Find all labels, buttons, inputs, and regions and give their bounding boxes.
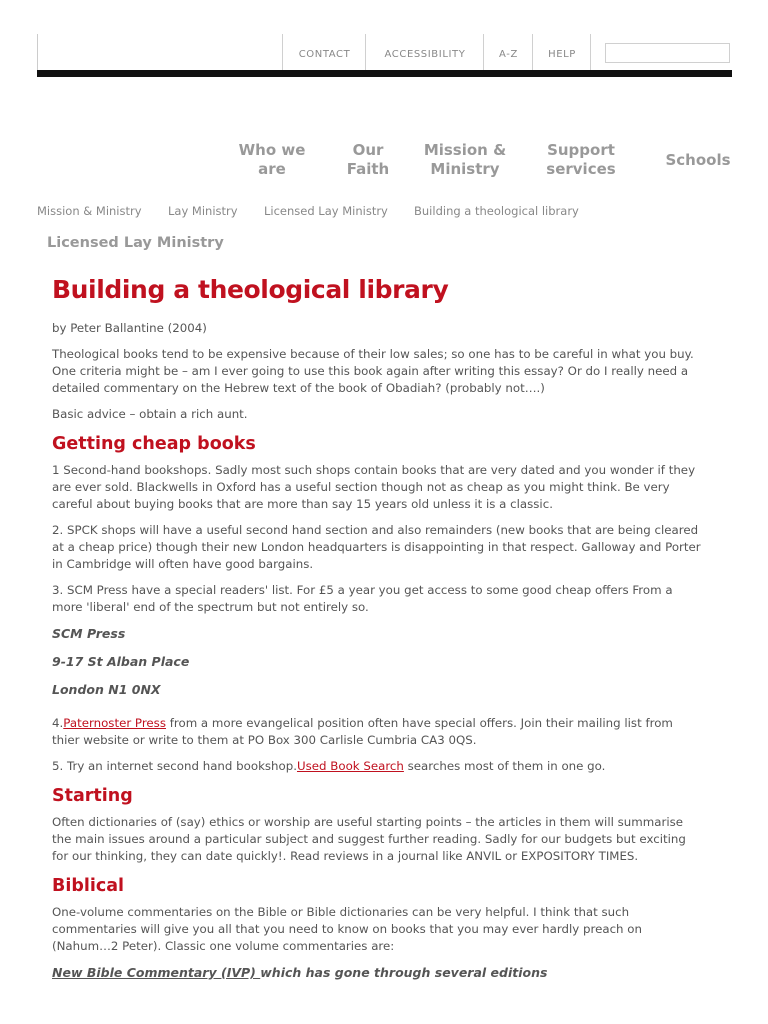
address-line: SCM Press: [52, 626, 126, 641]
paragraph-spck: 2. SPCK shops will have a useful second hand section and also remainders (new books that are being cleared at a cheap price) though their new London headquarters is disappointing in that respect. Galloway and Porter in Cambridge will often have good bargains.: [52, 523, 701, 571]
commentary-note: which has gone through several editions: [260, 965, 548, 980]
help-link[interactable]: HELP: [532, 34, 591, 70]
nav-support-services[interactable]: Support services: [546, 141, 616, 178]
nav-schools[interactable]: Schools: [665, 151, 731, 169]
article: [52, 270, 712, 992]
section-title: Licensed Lay Ministry: [47, 235, 224, 251]
commentary-entry: [52, 964, 704, 981]
search-input[interactable]: [605, 43, 730, 63]
address-line: London N1 0NX: [52, 682, 161, 697]
breadcrumb-current: Building a theological library: [414, 204, 579, 218]
heading-getting-cheap-books: Getting cheap books: [52, 434, 256, 454]
utility-nav: [37, 34, 733, 70]
contact-link[interactable]: CONTACT: [282, 34, 366, 70]
paternoster-text: from a more evangelical position often have special offers. Join their mailing list from thier website or write to them at PO Box 300 Carlisle Cumbria CA3 0QS.: [52, 716, 673, 747]
nav-who-we-are[interactable]: Who we are: [238, 141, 306, 178]
paragraph-starting: Often dictionaries of (say) ethics or worship are useful starting points – the articles in them will summarise the main issues around a particular subject and suggest further reading. Sadly for our budgets but exciting for our thinking, they can date quickly!. Read reviews in a journal like ANVIL or EXPOSITORY TIMES.: [52, 815, 686, 863]
advice-paragraph: Basic advice – obtain a rich aunt.: [52, 407, 248, 421]
heading-biblical: Biblical: [52, 876, 125, 896]
paragraph-used-book: [52, 758, 704, 775]
accessibility-link[interactable]: ACCESSIBILITY: [365, 34, 484, 70]
header-divider-bar: [37, 70, 732, 77]
nav-mission-ministry[interactable]: Mission & Ministry: [423, 141, 507, 178]
paternoster-press-link[interactable]: Paternoster Press: [63, 716, 166, 730]
used-book-search-link[interactable]: Used Book Search: [296, 759, 404, 773]
paragraph-secondhand: 1 Second-hand bookshops. Sadly most such shops contain books that are very dated and you wonder if they are ever sold. Blackwells in Oxford has a useful section though not as cheap as you might think. Be very careful about buying books that are more than say 15 years old unless it is a classic.: [52, 463, 696, 511]
page-title: Building a theological library: [52, 275, 449, 304]
address-line: 9-17 St Alban Place: [52, 654, 190, 669]
paragraph-scm: 3. SCM Press have a special readers' list. For £5 a year you get access to some good cheap offers From a more 'liberal' end of the spectrum but not entirely so.: [52, 583, 673, 614]
breadcrumb-item[interactable]: Licensed Lay Ministry: [264, 204, 388, 218]
intro-paragraph: Theological books tend to be expensive because of their low sales; so one has to be careful in what you buy. One criteria might be – am I ever going to use this book again after writing this essay? Or do I really need a detailed commentary on the Hebrew text of the book of Obadiah? (probably not….): [52, 347, 694, 395]
used-book-text: searches most of them in one go.: [403, 759, 606, 773]
heading-starting: Starting: [52, 786, 133, 806]
paragraph-biblical: One-volume commentaries on the Bible or Bible dictionaries can be very helpful. I think that such commentaries will give you all that you need to know on books that you may ever hardly preach on (Nahum…2 Peter). Classic one volume commentaries are:: [52, 905, 642, 953]
breadcrumb-item[interactable]: Lay Ministry: [168, 204, 238, 218]
paternoster-prefix: 4.: [52, 716, 64, 730]
paragraph-paternoster: [52, 715, 704, 749]
breadcrumb-item[interactable]: Mission & Ministry: [37, 204, 142, 218]
used-book-prefix: 5. Try an internet second hand bookshop.: [52, 759, 297, 773]
nav-our-faith[interactable]: Our Faith: [346, 141, 390, 178]
byline: by Peter Ballantine (2004): [52, 321, 207, 335]
a-z-link[interactable]: A-Z: [483, 34, 533, 70]
new-bible-commentary-link[interactable]: New Bible Commentary (IVP): [52, 965, 261, 980]
